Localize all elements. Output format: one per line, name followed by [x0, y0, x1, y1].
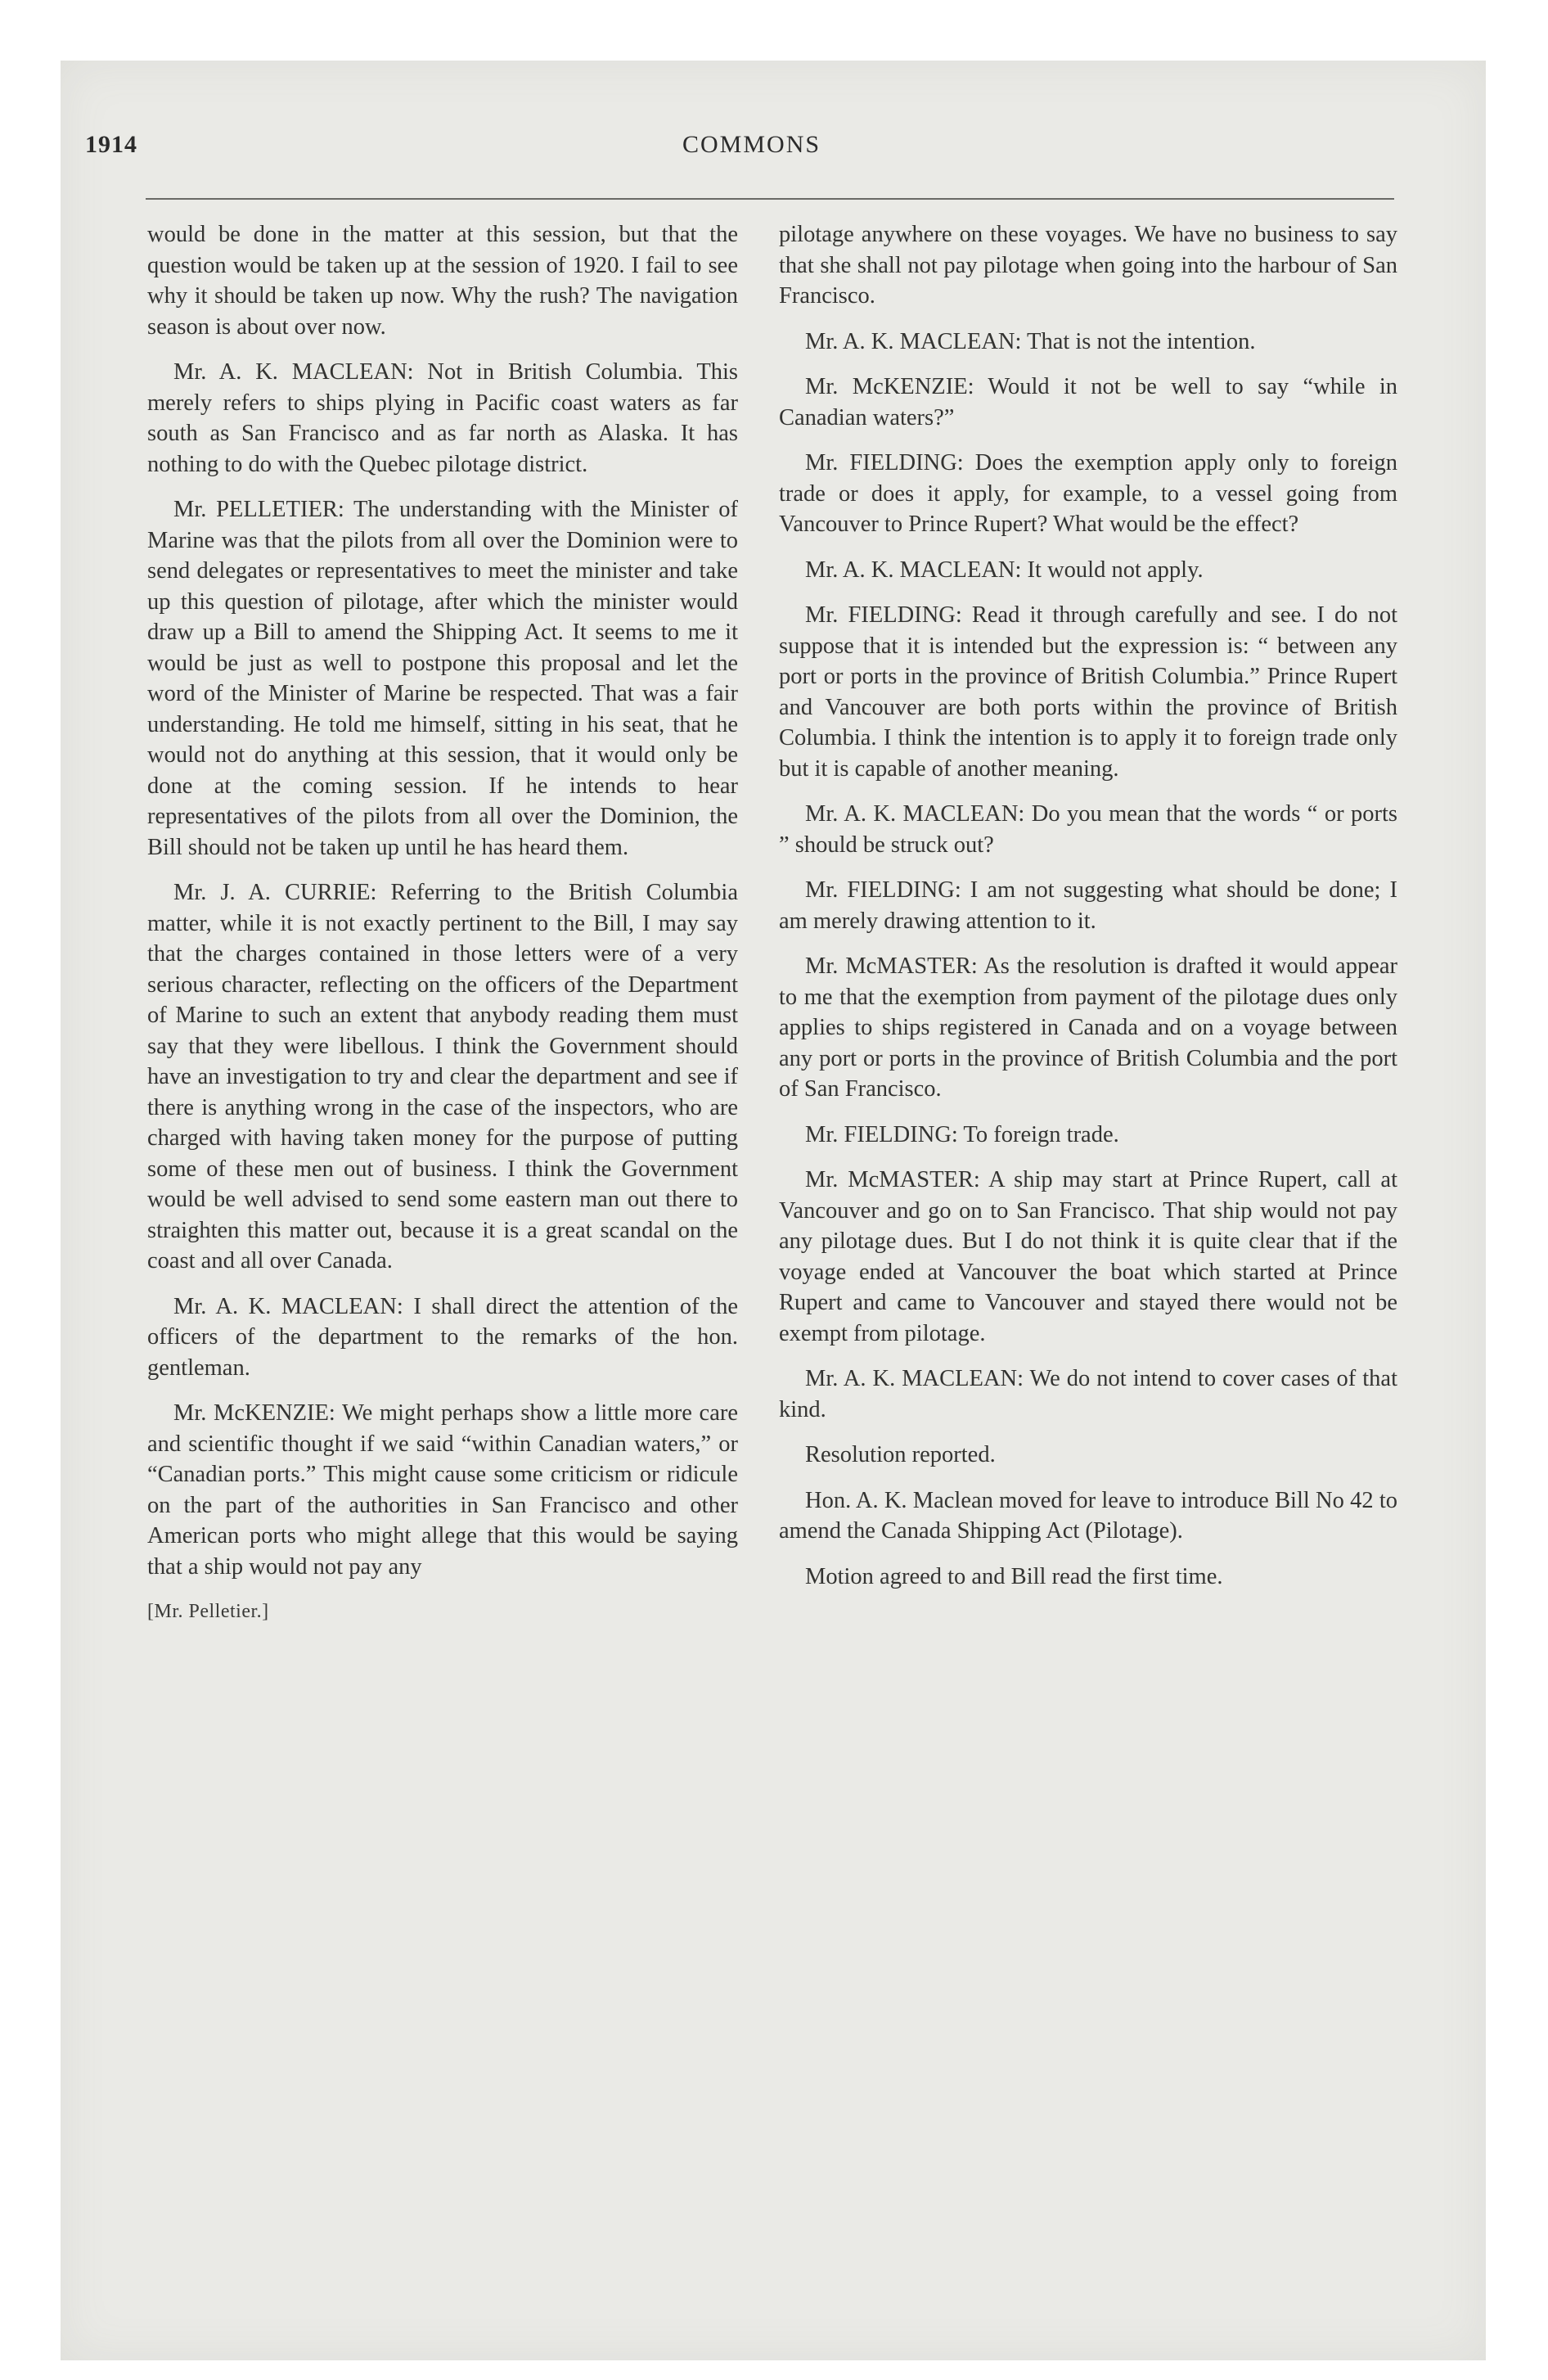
header-rule	[146, 198, 1394, 200]
paragraph: Mr. PELLETIER: The understanding with the Minister of Marine was that the pilots from all over the Dominion were to send delegates or representatives to meet the minister and take up this question of pilotage, after which the minister would draw up a Bill to amend the Shipping Act. It seems to me it would be just as well to postpone this proposal and let the word of the Minister of Marine be respected. That was a fair understanding. He told me himself, sitting in his seat, that he would not do anything at this session, that it would only be done at the coming session. If he intends to hear representatives of the pilots from all over the Dominion, the Bill should not be taken up until he has heard them.	[147, 497, 738, 860]
paragraph: Hon. A. K. Maclean moved for leave to introduce Bill No 42 to amend the Canada Shipping Act (Pilotage).	[779, 1487, 1397, 1544]
paragraph: Mr. McKENZIE: Would it not be well to say “while in Canadian waters?”	[779, 374, 1397, 430]
right-column	[779, 219, 1397, 1607]
paragraph: Mr. FIELDING: To foreign trade.	[805, 1121, 1119, 1147]
paragraph: Mr. FIELDING: Read it through carefully and see. I do not suppose that it is intended but the expression is: “ between any port or ports in the province of British Columbia.” Prince Rupert and Vancouver are both ports within the province of British Columbia. I think the intention is to apply it to foreign trade only but it is capable of another meaning.	[779, 602, 1397, 782]
paragraph: Mr. A. K. MACLEAN: We do not intend to cover cases of that kind.	[779, 1366, 1397, 1422]
page-number: 1914	[85, 131, 137, 158]
paragraph: Mr. A. K. MACLEAN: That is not the intention.	[805, 328, 1256, 354]
paragraph: Mr. FIELDING: Does the exemption apply only to foreign trade or does it apply, for example, to a vessel going from Vancouver to Prince Rupert? What would be the effect?	[779, 450, 1397, 537]
paragraph: Mr. A. K. MACLEAN: I shall direct the attention of the officers of the department to the remarks of the hon. gentleman.	[147, 1293, 738, 1381]
paragraph: Mr. J. A. CURRIE: Referring to the British Columbia matter, while it is not exactly pertinent to the Bill, I may say that the charges contained in those letters were of a very serious character, reflecting on the officers of the Department of Marine to such an extent that anybody reading them must say that they were libellous. I think the Government should have an investigation to try and clear the department and see if there is anything wrong in the case of the inspectors, who are charged with having taken money for the purpose of putting some of these men out of business. I think the Government would be well advised to send some eastern man out there to straighten this matter out, because it is a great scandal on the coast and all over Canada.	[147, 880, 738, 1273]
paragraph: would be done in the matter at this session, but that the question would be taken up at the session of 1920. I fail to see why it should be taken up now. Why the rush? The navigation season is about over now.	[147, 222, 738, 340]
paragraph: Mr. A. K. MACLEAN: Do you mean that the words “ or ports ” should be struck out?	[779, 801, 1397, 858]
paragraph: Motion agreed to and Bill read the first time.	[805, 1563, 1223, 1589]
running-head: COMMONS	[682, 131, 821, 158]
paragraph: Mr. McMASTER: As the resolution is drafted it would appear to me that the exemption from payment of the pilotage dues only applies to ships registered in Canada and on a voyage between any port or ports in the province of British Columbia and the port of San Francisco.	[779, 953, 1397, 1102]
paragraph: Mr. A. K. MACLEAN: Not in British Columbia. This merely refers to ships plying in Pacific coast waters as far south as San Francisco and as far north as Alaska. It has nothing to do with the Quebec pilotage district.	[147, 359, 738, 477]
paragraph: Mr. McKENZIE: We might perhaps show a little more care and scientific thought if we said “within Canadian waters,” or “Canadian ports.” This might cause some criticism or ridicule on the part of the authorities in San Francisco and other American ports who might allege that this would be saying that a ship would not pay any	[147, 1400, 738, 1580]
paragraph: Resolution reported.	[805, 1442, 996, 1467]
left-column	[147, 219, 738, 1628]
paragraph: Mr. FIELDING: I am not suggesting what should be done; I am merely drawing attention to it.	[779, 877, 1397, 934]
paragraph: Mr. McMASTER: A ship may start at Prince Rupert, call at Vancouver and go on to San Francisco. That ship would not pay any pilotage dues. But I do not think it is quite clear that if the voyage ended at Vancouver the boat which started at Prince Rupert and came to Vancouver and stayed there would not be exempt from pilotage.	[779, 1167, 1397, 1346]
paragraph: Mr. A. K. MACLEAN: It would not apply.	[805, 557, 1204, 583]
paragraph: pilotage anywhere on these voyages. We have no business to say that she shall not pay pilotage when going into the harbour of San Francisco.	[779, 222, 1397, 309]
page-header	[85, 131, 1361, 172]
speaker-footer-note: [Mr. Pelletier.]	[147, 1601, 269, 1622]
